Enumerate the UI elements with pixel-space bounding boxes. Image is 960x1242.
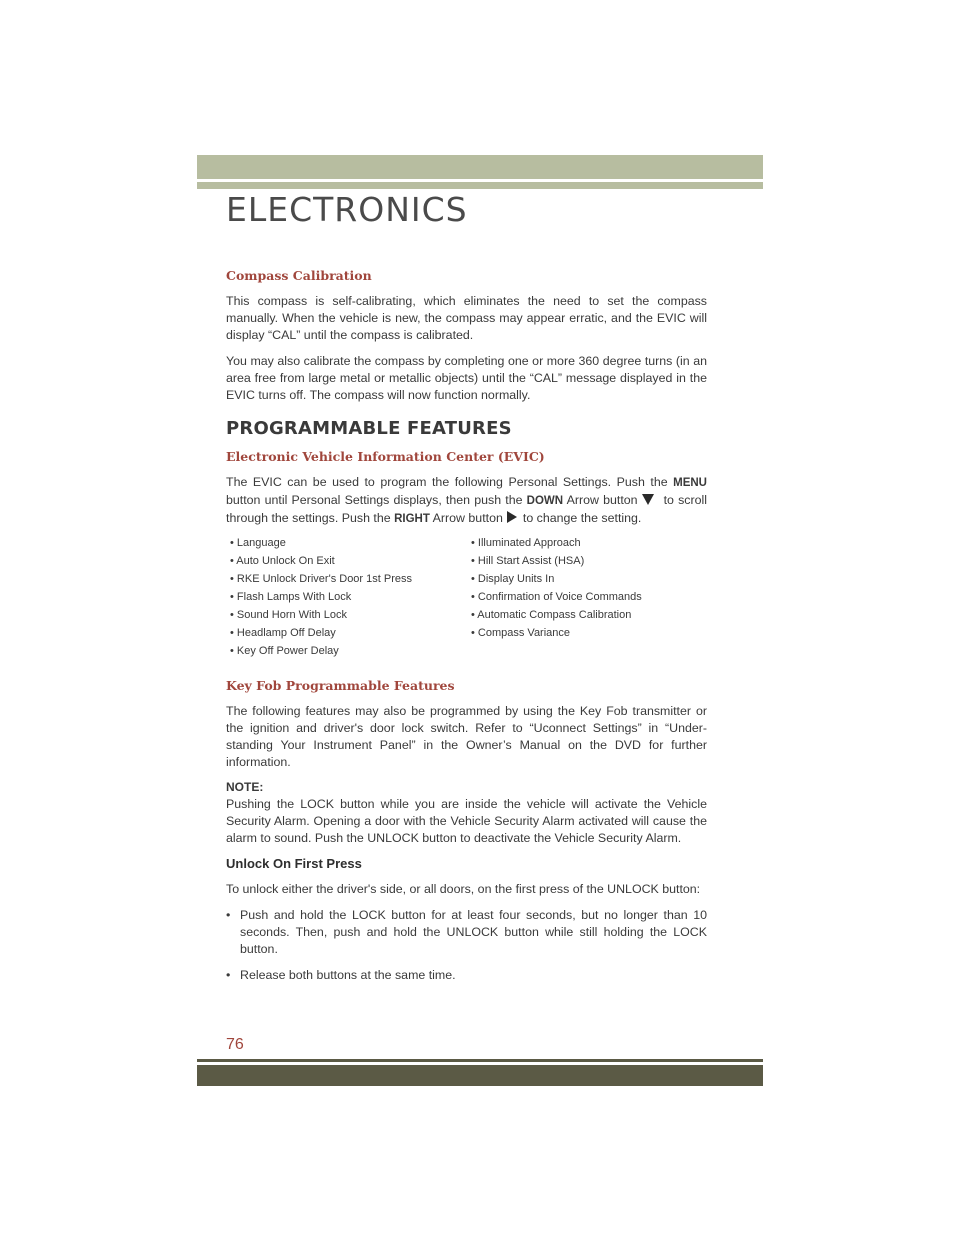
page-content [226, 268, 707, 993]
feature-item: • Flash Lamps With Lock [230, 591, 352, 603]
feature-item: • Compass Variance [471, 627, 571, 639]
footer-rule [197, 1059, 763, 1062]
feature-item: • Headlamp Off Delay [230, 627, 336, 639]
feature-item: • RKE Unlock Driver's Door 1st Press [230, 573, 412, 585]
page-number: 76 [226, 1036, 244, 1053]
bullet-text: Push and hold the LOCK button for at least four seconds, but no longer than 10 seconds. Then, push and hold the UNLOCK button while still holding the LOCK button. [240, 908, 707, 956]
footer-band [197, 1065, 763, 1086]
evic-intro-a: The EVIC can be used to program the following Personal Settings. Push the [226, 475, 674, 489]
menu-key-label: MENU [673, 477, 707, 489]
note-text: Pushing the LOCK button while you are inside the vehicle will activate the Vehicle Security Alarm. Opening a door with the Vehicle Security Alarm activated will cause the alarm to sound. Push the UNLOCK button to deactivate the Vehicle Security Alarm. [226, 797, 707, 845]
feature-item: • Automatic Compass Calibration [471, 609, 632, 621]
list-item [226, 907, 707, 958]
feature-item: • Confirmation of Voice Commands [471, 591, 642, 603]
evic-heading: Electronic Vehicle Information Center (EVIC) [226, 449, 545, 464]
evic-intro-f: to change the setting. [522, 511, 642, 525]
evic-intro-c: Arrow button [563, 493, 638, 507]
bullet-mark: • [226, 908, 231, 922]
bullet-text: Release both buttons at the same time. [240, 968, 456, 982]
feature-item: • Auto Unlock On Exit [230, 555, 335, 567]
feature-item: • Language [230, 537, 286, 549]
header-band [197, 155, 763, 179]
programmable-features-heading: PROGRAMMABLE FEATURES [226, 418, 512, 439]
unlock-first-press-text: To unlock either the driver's side, or all doors, on the first press of the UNLOCK button: [226, 882, 701, 896]
feature-item: • Display Units In [471, 573, 555, 585]
header-rule [197, 182, 763, 189]
unlock-first-press-heading: Unlock On First Press [226, 856, 362, 871]
section-title: ELECTRONICS [226, 190, 468, 229]
right-arrow-icon [507, 511, 517, 523]
compass-calibration-heading: Compass Calibration [226, 268, 372, 283]
compass-paragraph-2: You may also calibrate the compass by completing one or more 360 degree turns (in an area free from large metal or metallic objects) until the “CAL” message displayed in the EVIC turns off. The compass will now function normally. [226, 354, 707, 402]
feature-item: • Key Off Power Delay [230, 645, 339, 657]
key-fob-paragraph: The following features may also be programmed by using the Key Fob transmitter or the ignition and driver's door lock switch. Refer to “Uconnect Settings” in “Under-standing Your Instrument Panel” in the Owner’s Manual on the DVD for further information. [226, 704, 707, 769]
bullet-mark: • [226, 968, 231, 982]
evic-intro-d: to scroll through the settings. Push the [226, 493, 707, 525]
compass-paragraph-1: This compass is self-calibrating, which eliminates the need to set the compass manually. When the vehicle is new, the compass may appear erratic, and the EVIC will display “CAL” until the compass is calibrated. [226, 294, 707, 342]
evic-intro-e: Arrow button [429, 511, 503, 525]
key-fob-heading: Key Fob Programmable Features [226, 678, 455, 693]
feature-item: • Hill Start Assist (HSA) [471, 555, 585, 567]
feature-item: • Sound Horn With Lock [230, 609, 347, 621]
list-item [226, 967, 707, 984]
right-key-label: RIGHT [394, 513, 430, 525]
feature-list [230, 537, 707, 658]
feature-item: • Illuminated Approach [471, 537, 581, 549]
note-label: NOTE: [226, 780, 264, 794]
evic-intro [226, 474, 707, 528]
down-key-label: DOWN [526, 495, 564, 507]
down-arrow-icon [642, 494, 654, 505]
evic-intro-b: button until Personal Settings displays, then push the [226, 493, 527, 507]
